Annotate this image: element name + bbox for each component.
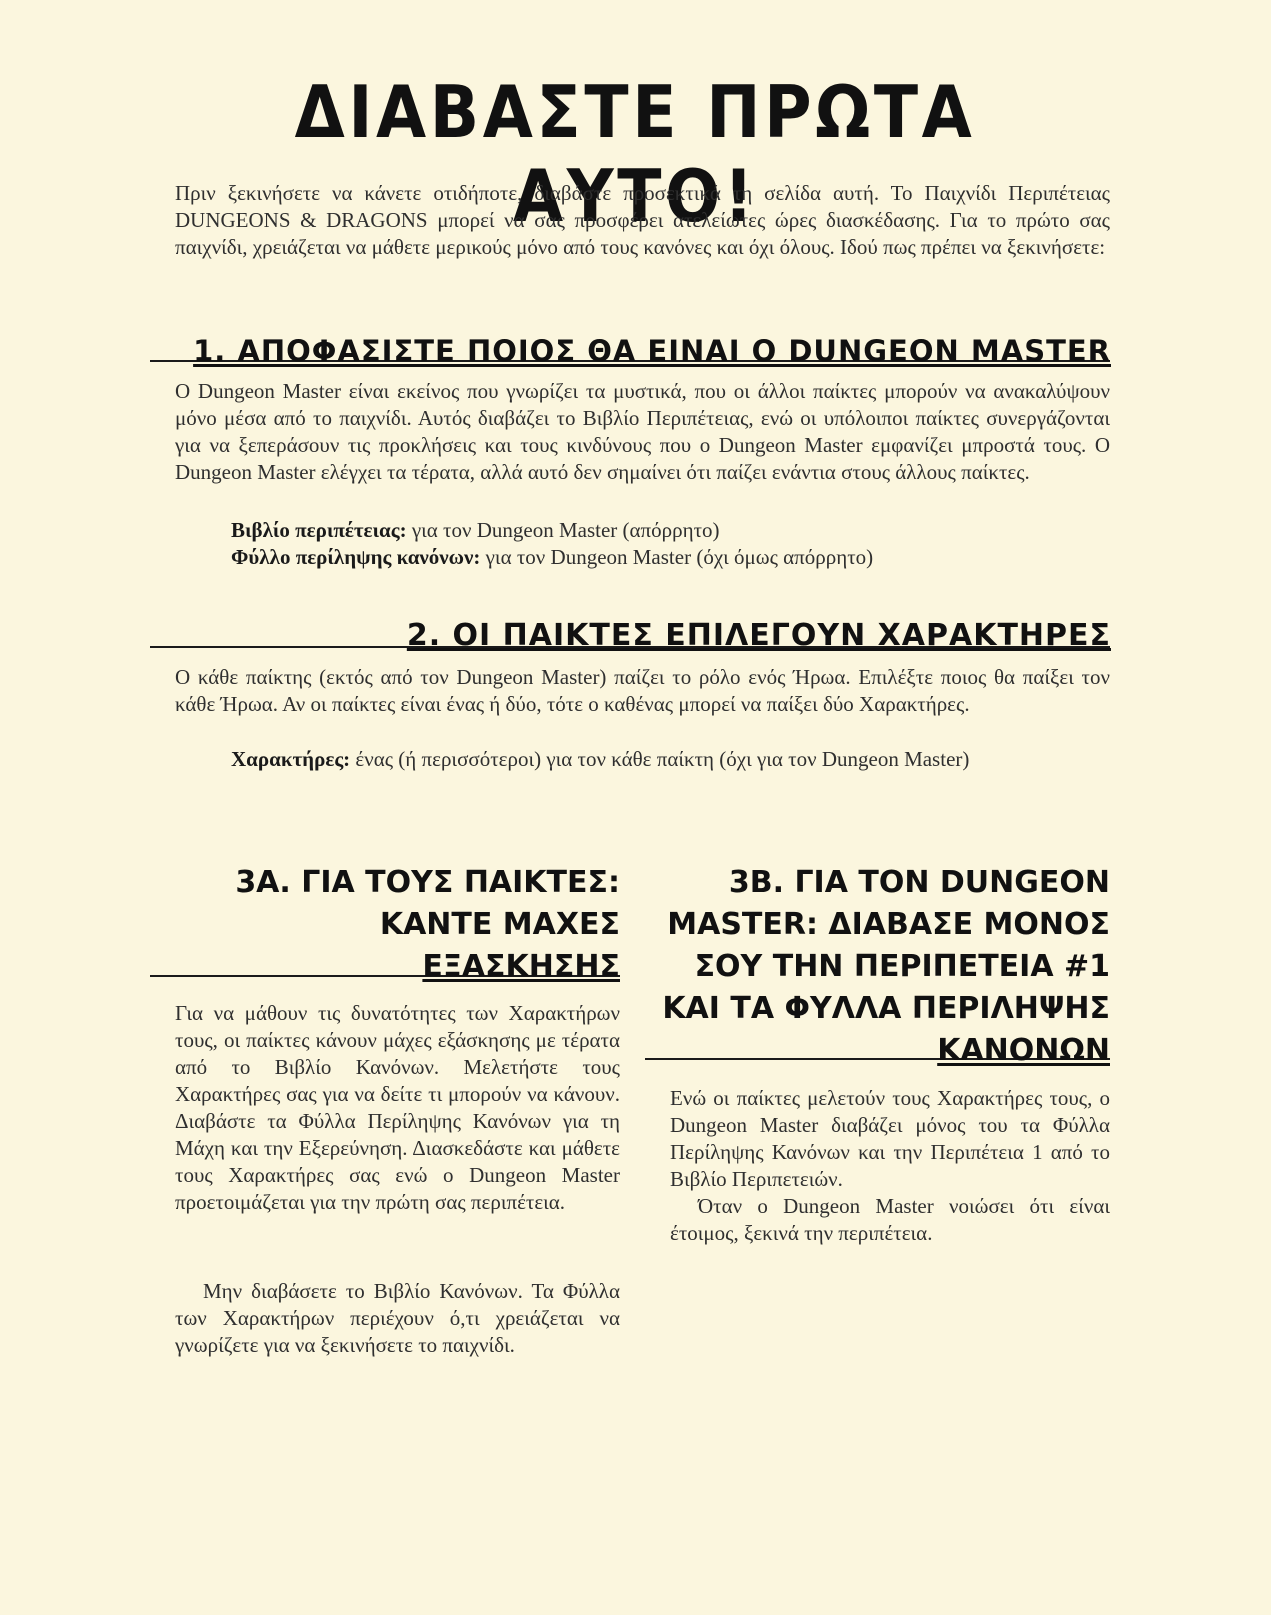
heading-line: ΚΑΝΟΝΩΝ [937,1033,1110,1068]
heading-line: 3Β. ΓΙΑ ΤΟΝ DUNGEON [728,865,1110,900]
item-label: Χαρακτήρες: [231,747,351,771]
heading-line: 3Α. ΓΙΑ ΤΟΥΣ ΠΑΙΚΤΕΣ: [235,865,620,900]
heading-line: ΕΞΑΣΚΗΣΗΣ [422,949,620,984]
section3a-paragraph-2: Μην διαβάσετε το Βιβλίο Κανόνων. Τα Φύλλα των Χαρακτήρων περιέχουν ό,τι χρειάζεται να γνωρίζετε για να ξεκινήσετε το παιχνίδι. [175,1279,620,1357]
section3b-heading [645,862,1110,1072]
section3a-heading [150,862,620,988]
heading-line: MASTER: ΔΙΑΒΑΣΕ ΜΟΝΟΣ [667,907,1110,942]
section2-heading: 2. ΟΙ ΠΑΙΚΤΕΣ ΕΠΙΛΕΓΟΥΝ ΧΑΡΑΚΤΗΡΕΣ [406,618,1111,653]
section1-body: Ο Dungeon Master είναι εκείνος που γνωρίζει τα μυστικά, που οι άλλοι παίκτες μπορούν να ανακαλύψουν μόνο μέσα από το παιχνίδι. Αυτός διαβάζει το Βιβλίο Περιπέτειας, ενώ οι υπόλοιποι παίκτες συνεργάζονται για να ξεπεράσουν τις προκλήσεις και τους κινδύνους που ο Dungeon Master εμφανίζει μπροστά τους. Ο Dungeon Master ελέγχει τα τέρατα, αλλά αυτό δεν σημαίνει ότι παίζει ενάντια στους άλλους παίκτες. [175,379,1110,484]
intro-paragraph: Πριν ξεκινήσετε να κάνετε οτιδήποτε, διαβάστε προσεκτικά τη σελίδα αυτή. Το Παιχνίδι Περιπέτειας DUNGEONS & DRAGONS μπορεί να σας προσφέρει ατελείωτες ώρες διασκέδασης. Για το πρώτο σας παιχνίδι, χρειάζεται να μάθετε μερικούς μόνο από τους κανόνες και όχι όλους. Ιδού πως πρέπει να ξεκινήσετε: [175,181,1110,259]
section1-item-adventure-book [175,517,1110,544]
section3b-paragraph-2: Όταν ο Dungeon Master νοιώσει ότι είναι έτοιμος, ξεκινά την περιπέτεια. [670,1194,1110,1245]
page-title: ΔΙΑΒΑΣΤΕ ΠΡΩΤΑ ΑΥΤΟ! [294,70,976,238]
section3a-paragraph-1: Για να μάθουν τις δυνατότητες των Χαρακτήρων τους, οι παίκτες κάνουν μάχες εξάσκησης με τέρατα από το Βιβλίο Κανόνων. Μελετήστε τους Χαρακτήρες σας για να δείτε τι μπορούν να κάνουν. Διαβάστε τα Φύλλα Περίληψης Κανόνων για τη Μάχη και την Εξερεύνηση. Διασκεδάστε και μάθετε τους Χαρακτήρες σας ενώ ο Dungeon Master προετοιμάζεται για την πρώτη σας περιπέτεια. [175,1001,620,1214]
section2-body: Ο κάθε παίκτης (εκτός από τον Dungeon Master) παίζει το ρόλο ενός Ήρωα. Επιλέξτε ποιος θα παίξει τον κάθε Ήρωα. Αν οι παίκτες είναι ένας ή δύο, τότε ο καθένας μπορεί να παίξει δύο Χαρακτήρες. [175,665,1110,716]
item-text: ένας (ή περισσότεροι) για τον κάθε παίκτη (όχι για τον Dungeon Master) [350,747,970,771]
item-text: για τον Dungeon Master (όχι όμως απόρρητο) [480,545,874,569]
item-text: για τον Dungeon Master (απόρρητο) [406,518,720,542]
heading-line: ΚΑΙ ΤΑ ΦΥΛΛΑ ΠΕΡΙΛΗΨΗΣ [662,991,1110,1026]
section1-heading: 1. ΑΠΟΦΑΣΙΣΤΕ ΠΟΙΟΣ ΘΑ ΕΙΝΑΙ Ο DUNGEON MASTER [193,334,1111,368]
section3b-paragraph-1: Ενώ οι παίκτες μελετούν τους Χαρακτήρες τους, ο Dungeon Master διαβάζει μόνος του τα Φύλλα Περίληψης Κανόνων και την Περιπέτεια 1 από το Βιβλίο Περιπετειών. [670,1086,1110,1191]
heading-line: ΣΟΥ ΤΗΝ ΠΕΡΙΠΕΤΕΙΑ #1 [694,949,1110,984]
item-label: Φύλλο περίληψης κανόνων: [231,545,481,569]
section2-item-characters [175,746,1110,773]
section1-item-rules-summary [175,544,1110,571]
heading-line: ΚΑΝΤΕ ΜΑΧΕΣ [379,907,620,942]
item-label: Βιβλίο περιπέτειας: [231,518,407,542]
